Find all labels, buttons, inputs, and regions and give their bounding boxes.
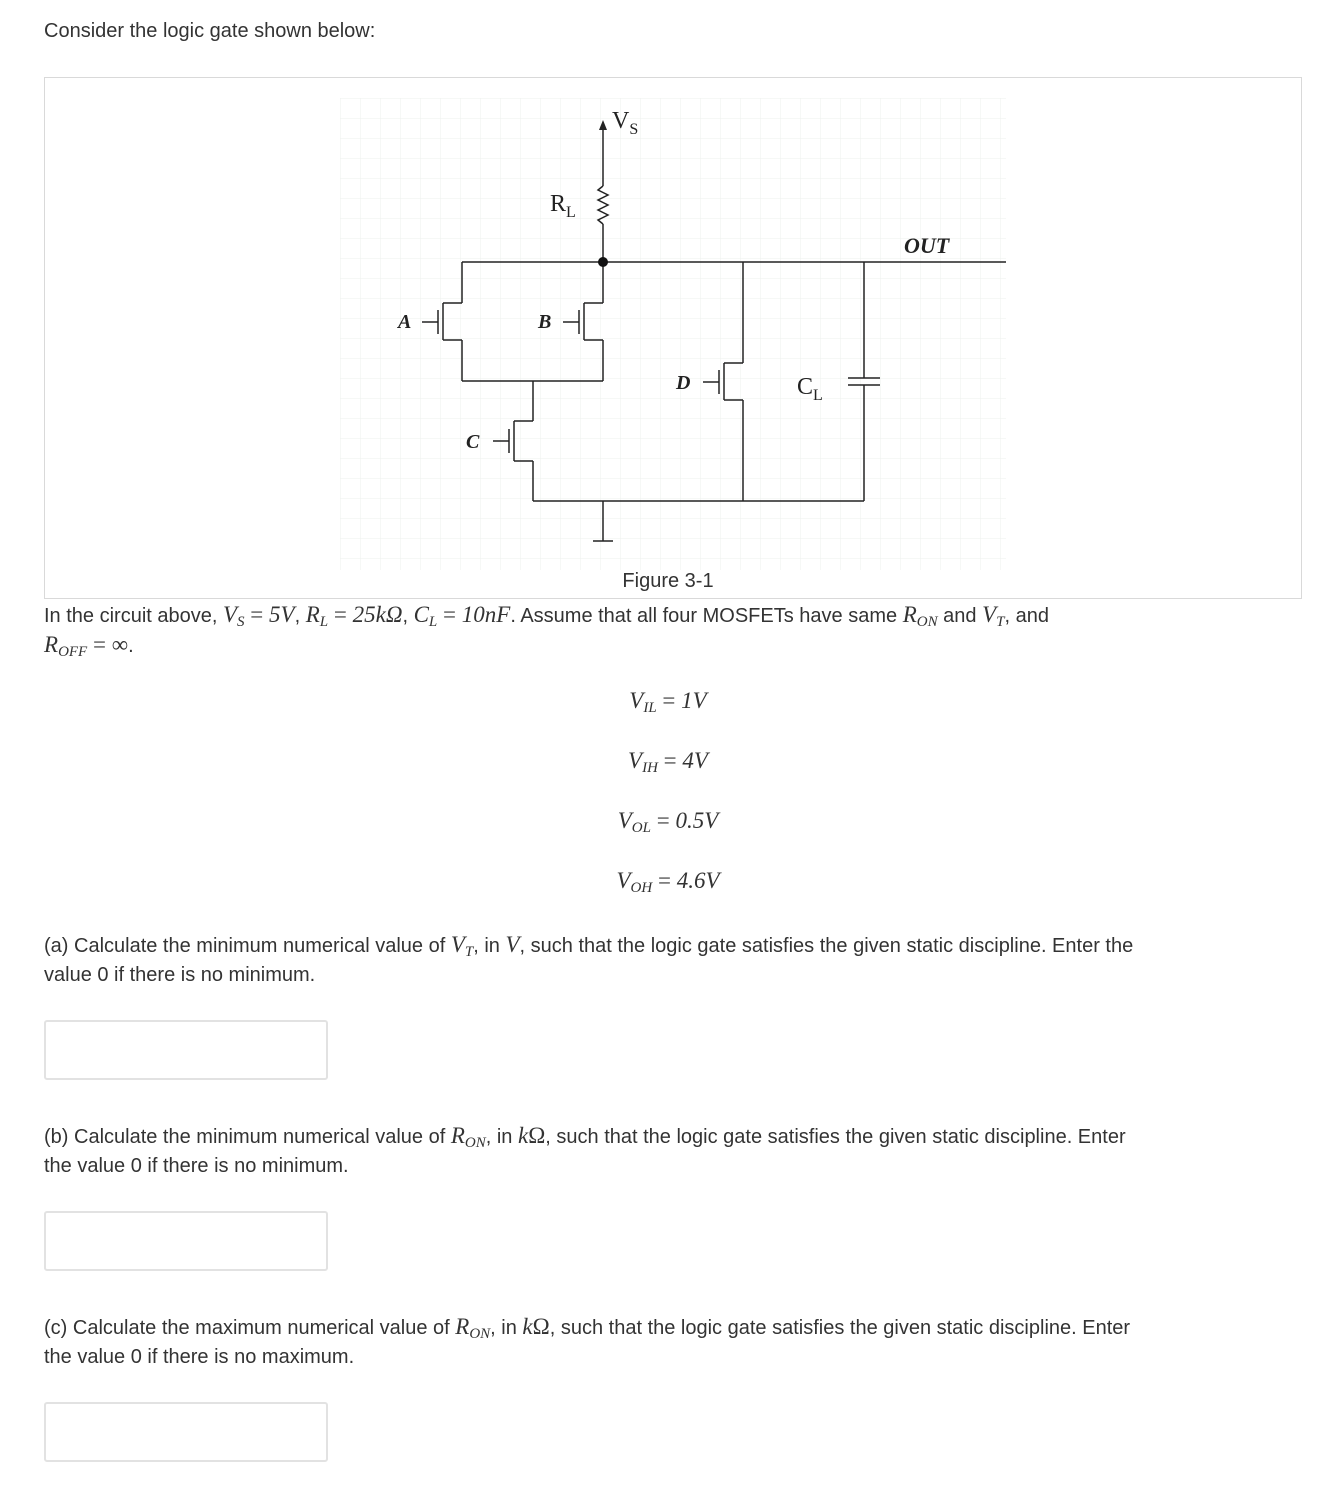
rl-label: $R_L$	[550, 191, 576, 221]
question-b-note: the value 0 if there is no minimum.	[44, 1155, 349, 1177]
question-c-text: (c) Calculate the maximum numerical value of $R_{ON}$, in kΩ, such that the logic gate satisfies the given static discipline. Enter	[44, 1314, 1131, 1342]
out-label: OUT	[904, 233, 950, 258]
input-d-label: D	[676, 372, 691, 394]
intro-text: Consider the logic gate shown below:	[44, 20, 376, 42]
vs-label: $V_S$	[612, 108, 639, 138]
circuit-diagram	[340, 98, 1006, 570]
vil-equation: $V_{IL} = 1V$	[629, 688, 707, 716]
roff-definition: $R_{OFF}$ = ∞.	[44, 632, 134, 660]
vih-equation: $V_{IH} = 4V$	[628, 748, 708, 776]
vol-equation: $V_{OL} = 0.5V$	[617, 808, 719, 836]
question-b-text: (b) Calculate the minimum numerical value of $R_{ON}$, in kΩ, such that the logic gate satisfies the given static discipline. Enter	[44, 1123, 1126, 1151]
answer-c-input[interactable]	[44, 1402, 328, 1462]
question-a-text: (a) Calculate the minimum numerical value of $V_T$, in V, such that the logic gate satisfies the given static discipline. Enter the	[44, 932, 1134, 960]
input-b-label: B	[538, 311, 552, 333]
voh-equation: $V_{OH} = 4.6V$	[616, 868, 720, 896]
cl-label: $C_L$	[797, 374, 823, 404]
answer-a-input[interactable]	[44, 1020, 328, 1080]
circuit-parameters: In the circuit above, $V_S = 5V$, $R_L = 25k\Omega$, $C_L = 10nF$. Assume that all four MOSFETs have same $R_{ON}$ and $V_T$, and	[44, 602, 1049, 630]
input-a-label: A	[398, 311, 412, 333]
input-c-label: C	[466, 431, 480, 453]
figure-caption: Figure 3-1	[622, 570, 714, 592]
question-c-note: the value 0 if there is no maximum.	[44, 1346, 355, 1368]
grid-background	[340, 98, 1006, 570]
output-node-dot	[598, 257, 608, 267]
answer-b-input[interactable]	[44, 1211, 328, 1271]
question-a-note: value 0 if there is no minimum.	[44, 964, 316, 986]
